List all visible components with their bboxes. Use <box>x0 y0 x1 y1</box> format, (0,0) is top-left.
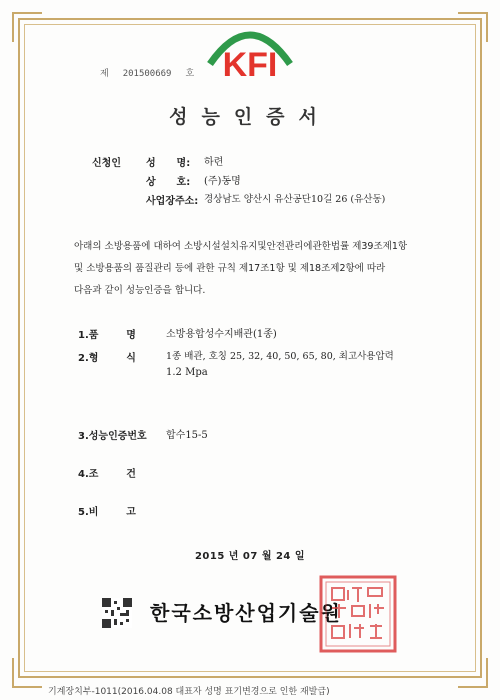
qr-code-icon <box>102 598 132 628</box>
page-title: 성능인증서 <box>169 106 331 128</box>
model-value: 1종 배관, 호칭 25, 32, 40, 50, 65, 80, 최고사용압력 <box>166 351 394 362</box>
statement-line: 및 소방용품의 품질관리 등에 관한 규칙 제17조1항 및 제18조제2항에 따라 <box>74 263 386 274</box>
cert-number-label: 3.성능인증번호 <box>78 431 147 442</box>
applicant-name-value: 하련 <box>204 157 224 168</box>
reissue-footnote: 기계장치부-1011(2016.04.08 대표자 성명 표기변경으로 인한 재발급) <box>48 687 330 697</box>
model-value-pressure: 1.2 Mpa <box>166 367 208 378</box>
model-label: 2.형 식 <box>78 353 136 364</box>
statement-line: 아래의 소방용품에 대하여 소방시설설치유지및안전관리에관한법률 제39조제1항 <box>74 241 408 252</box>
condition-label: 4.조 건 <box>78 469 136 480</box>
frame-corner-ornament <box>458 12 488 42</box>
statement-line: 다음과 같이 성능인증을 합니다. <box>74 285 206 296</box>
document-number-suffix: 호 <box>185 69 195 79</box>
document-number-label: 제 <box>100 69 109 79</box>
product-name-label: 1.품 명 <box>78 330 136 341</box>
certification-statement <box>74 236 434 302</box>
issuing-organization: 한국소방산업기술원 <box>150 601 342 625</box>
product-name-value: 소방용합성수지배관(1종) <box>166 329 277 340</box>
document-number <box>100 66 208 79</box>
company-value: (주)동명 <box>204 176 241 187</box>
official-seal-icon <box>318 574 398 654</box>
cert-number-value: 합수15-5 <box>166 430 208 441</box>
kfi-logo-icon <box>200 14 300 88</box>
frame-corner-ornament <box>12 658 42 688</box>
applicant-section-label: 신청인 <box>92 158 121 169</box>
address-label: 사업장주소: <box>146 196 199 207</box>
applicant-name-label: 성 명: <box>146 158 191 169</box>
address-value: 경상남도 양산시 유산공단10길 26 (유산동) <box>204 194 386 205</box>
issue-date: 2015 년 07 월 24 일 <box>194 551 306 562</box>
frame-corner-ornament <box>12 12 42 42</box>
remarks-label: 5.비 고 <box>78 507 136 518</box>
logo-text: KFI <box>222 46 278 84</box>
frame-corner-ornament <box>458 658 488 688</box>
company-label: 상 호: <box>146 177 191 188</box>
document-number-value: 201500669 <box>122 69 172 79</box>
